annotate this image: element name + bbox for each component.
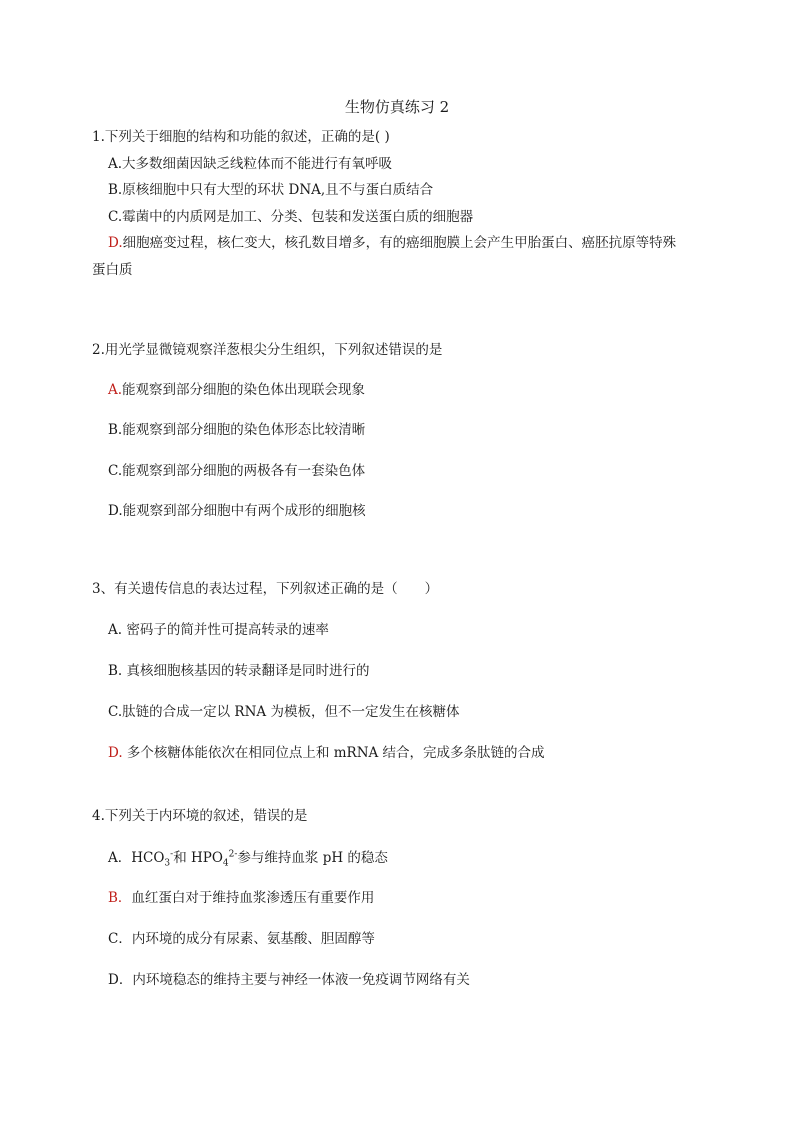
option-text: 多个核糖体能依次在相同位点上和 mRNA 结合，完成多条肽链的合成 [122,745,545,761]
question-4-stem: 4.下列关于内环境的叙述，错误的是 [92,808,308,824]
question-2-option-b: B.能观察到部分细胞的染色体形态比较清晰 [108,422,366,438]
answer-letter: D. [108,235,123,251]
question-4-option-a [108,849,388,867]
subscript: 3 [164,858,171,869]
option-text: A．HCO [108,850,165,866]
question-3-option-c: C.肽链的合成一定以 RNA 为模板，但不一定发生在核糖体 [108,704,460,720]
answer-letter: D. [108,745,123,761]
question-4-option-d: D．内环境稳态的维持主要与神经一体液一免疫调节网络有关 [108,972,470,988]
question-3-option-d [108,744,545,762]
question-1-option-d [108,234,676,252]
question-1-option-c: C.霉菌中的内质网是加工、分类、包装和发送蛋白质的细胞器 [108,209,474,225]
subscript: 4 [222,858,229,869]
option-text: 和 HPO [173,850,223,866]
superscript: - [170,849,174,860]
question-2-stem: 2.用光学显微镜观察洋葱根尖分生组织，下列叙述错误的是 [92,342,443,358]
question-1-stem: 1.下列关于细胞的结构和功能的叙述，正确的是( ) [92,129,390,145]
option-text: 能观察到部分细胞的染色体出现联会现象 [122,382,366,398]
question-4-option-b [108,889,374,907]
question-4-option-c: C．内环境的成分有尿素、氨基酸、胆固醇等 [108,931,375,947]
question-1-option-b: B.原核细胞中只有大型的环状 DNA,且不与蛋白质结合 [108,182,434,198]
answer-letter: A. [108,382,123,398]
question-1-option-d-continued: 蛋白质 [92,262,133,278]
question-2-option-a [108,381,365,399]
question-1-option-a: A.大多数细菌因缺乏线粒体而不能进行有氧呼吸 [108,156,393,172]
question-3-option-b: B. 真核细胞核基因的转录翻译是同时进行的 [108,663,370,679]
question-3-stem: 3、有关遗传信息的表达过程，下列叙述正确的是（ ） [92,581,439,597]
page-title: 生物仿真练习 2 [344,98,450,116]
option-text: 参与维持血浆 pH 的稳态 [237,850,388,866]
option-text: 细胞癌变过程，核仁变大，核孔数目增多，有的癌细胞膜上会产生甲胎蛋白、癌胚抗原等特殊 [122,235,677,251]
question-3-option-a: A. 密码子的简并性可提高转录的速率 [108,622,329,638]
question-2-option-d: D.能观察到部分细胞中有两个成形的细胞核 [108,503,366,519]
question-2-option-c: C.能观察到部分细胞的两极各有一套染色体 [108,463,366,479]
superscript: 2- [228,849,238,860]
option-text: 血红蛋白对于维持血浆渗透压有重要作用 [131,890,375,906]
answer-letter: B． [108,890,132,906]
